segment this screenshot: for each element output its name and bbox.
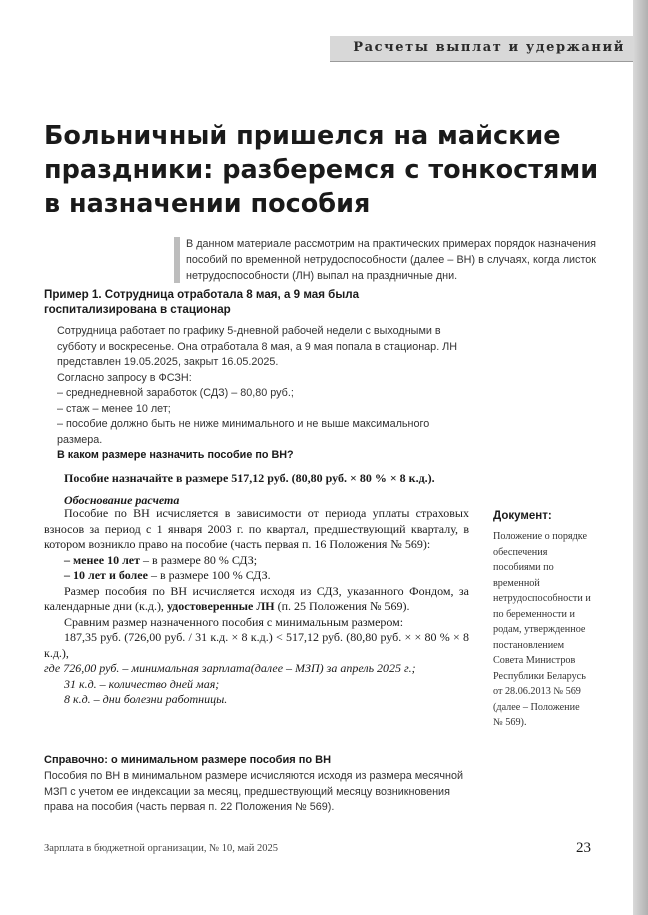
section-title: Расчеты выплат и удержаний xyxy=(353,40,625,55)
reference-title: Справочно: о минимальном размере пособия по ВН xyxy=(44,754,332,766)
body-bold-span: удостоверенные ЛН xyxy=(166,599,275,613)
footer-publication: Зарплата в бюджетной организации, № 10, май 2025 xyxy=(44,843,278,854)
article-body xyxy=(44,506,469,708)
body-paragraph: Сравним размер назначенного пособия с минимальным размером: xyxy=(64,614,404,629)
header-divider xyxy=(330,61,633,62)
sidebar-document xyxy=(493,509,591,731)
body-paragraph xyxy=(44,584,469,615)
case-line: – стаж – менее 10 лет; xyxy=(57,402,171,415)
calc-legend: где 726,00 руб. – минимальная зарплата(далее – МЗП) за апрель 2025 г.; xyxy=(44,661,416,675)
calc-legend: 8 к.д. – дни болезни работницы. xyxy=(64,692,228,706)
sidebar-text: Положение о порядке обеспечения пособиями по временной нетрудоспособности и по беременности и родам, утвержденное постановлением Совета Министров Республики Беларусь от 28.06.2013 № 569 (далее – Положение № 569). xyxy=(493,531,591,728)
calculation: 187,35 руб. (726,00 руб. / 31 к.д. × 8 к.д.) < 517,12 руб. (80,80 руб. × × 80 % × 8 к.д.), xyxy=(44,630,469,660)
case-line: – среднедневной заработок (СДЗ) – 80,80 руб.; xyxy=(57,387,294,399)
list-item-bold: – менее 10 лет xyxy=(64,552,141,567)
list-item xyxy=(44,568,469,584)
list-item-text: – в размере 80 % СДЗ; xyxy=(140,552,258,567)
example-title: Пример 1. Сотрудница отработала 8 мая, а 9 мая была госпитализирована в стационар xyxy=(44,288,360,316)
case-line: Сотрудница работает по графику 5-дневной рабочей недели с выходными в субботу и воскресенье. Она отработала 8 мая, а 9 мая попала в стационар. ЛН представлен 19.05.2025, закрыт 16.05.2025. xyxy=(57,325,458,368)
article-title: Больничный пришелся на майские праздники: разберемся с тонкостями в назначении пособия xyxy=(44,121,599,219)
section-header xyxy=(330,36,633,61)
list-item-text: – в размере 100 % СДЗ. xyxy=(147,568,271,582)
body-paragraph: Пособие по ВН исчисляется в зависимости от периода уплаты страховых взносов за период с 1 января 2003 г. по квартал, предшествующий кварталу, в котором возникло право на пособие (часть первая п. 16 Положения № 569): xyxy=(44,506,469,551)
list-item-bold: – 10 лет и более xyxy=(64,568,148,582)
case-description xyxy=(57,324,472,464)
body-text-span: (п. 25 Положения № 569). xyxy=(274,599,410,613)
article-lead: В данном материале рассмотрим на практических примерах порядок назначения пособий по временной нетрудоспособности (далее – ВН) в случаях, когда листок нетрудоспособности (ЛН) выпал на праздничные дни. xyxy=(186,238,596,282)
basis-title: Обоснование расчета xyxy=(64,493,180,507)
sidebar-title: Документ: xyxy=(493,510,552,522)
page-edge-strip xyxy=(633,0,648,915)
case-question: В каком размере назначить пособие по ВН? xyxy=(57,449,294,461)
list-item xyxy=(44,553,469,569)
reference-text: Пособия по ВН в минимальном размере исчисляются исходя из размера месячной МЗП с учетом ее индексации за месяц, предшествующий месяцу возникновения права на пособия (часть первая п. 22 Положения № 569). xyxy=(44,770,464,813)
page-number: 23 xyxy=(576,840,591,856)
body-text-span: Размер пособия по ВН исчисляется исходя из СДЗ, указанного Фондом, за календарные дни (к.д.), xyxy=(44,583,469,613)
answer: Пособие назначайте в размере 517,12 руб. (80,80 руб. × 80 % × 8 к.д.). xyxy=(64,471,435,485)
case-line: – пособие должно быть не ниже минимального и не выше максимального размера. xyxy=(57,418,430,446)
calc-legend: 31 к.д. – количество дней мая; xyxy=(64,676,220,691)
lead-accent-bar xyxy=(174,237,180,283)
case-line: Согласно запросу в ФСЗН: xyxy=(57,371,192,384)
